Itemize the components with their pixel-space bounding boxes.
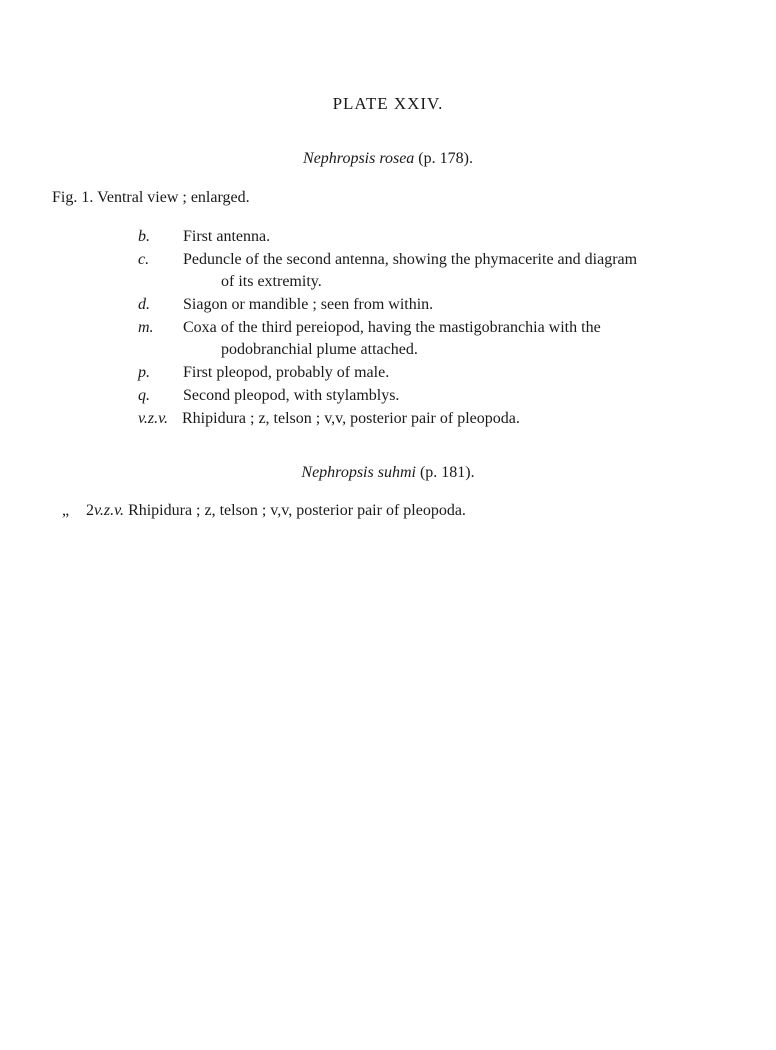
figure-1-caption	[52, 189, 250, 207]
legend-label: m.	[138, 319, 154, 336]
species-name: Nephropsis suhmi	[301, 464, 416, 481]
legend-text-line1: Peduncle of the second antenna, showing the phymacerite and diagram	[183, 251, 638, 268]
figure-number: 2	[86, 502, 94, 519]
legend-entry	[138, 226, 718, 248]
legend-label: p.	[138, 364, 150, 381]
species-heading-suhmi	[0, 464, 776, 482]
legend-text-line2: podobranchial plume attached.	[221, 341, 418, 358]
figure-2-caption	[62, 502, 466, 520]
legend-text: Siagon or mandible ; seen from within.	[183, 296, 434, 313]
legend-entry	[138, 317, 718, 361]
legend-text	[183, 249, 718, 293]
ditto-mark: „	[62, 502, 70, 519]
legend-entry	[138, 408, 718, 430]
page-reference: (p. 181).	[419, 464, 475, 481]
plate-title: PLATE XXIV.	[332, 94, 444, 113]
legend-label: d.	[138, 296, 150, 313]
legend-label: q.	[138, 387, 150, 404]
species-heading-rosea	[0, 150, 776, 168]
figure-legend-list	[138, 226, 718, 431]
figure-label: v.z.v.	[94, 502, 125, 519]
legend-text-line2: of its extremity.	[221, 273, 322, 290]
figure-number: Fig. 1.	[52, 189, 94, 206]
legend-entry	[138, 385, 718, 407]
legend-text: First pleopod, probably of male.	[183, 364, 390, 381]
figure-description: Ventral view ; enlarged.	[97, 189, 250, 206]
legend-text	[183, 317, 718, 361]
legend-entry	[138, 362, 718, 384]
legend-text-line1: Coxa of the third pereiopod, having the mastigobranchia with the	[183, 319, 601, 336]
legend-entry	[138, 294, 718, 316]
figure-description: Rhipidura ; z, telson ; v,v, posterior pair of pleopoda.	[128, 502, 466, 519]
page-reference: (p. 178).	[418, 150, 473, 167]
legend-label: v.z.v.	[138, 410, 169, 427]
legend-entry	[138, 249, 718, 293]
legend-text: First antenna.	[183, 228, 271, 245]
species-name: Nephropsis rosea	[303, 150, 415, 167]
legend-label: b.	[138, 228, 150, 245]
legend-text: Second pleopod, with stylamblys.	[183, 387, 400, 404]
legend-text: Rhipidura ; z, telson ; v,v, posterior pair of pleopoda.	[182, 410, 520, 427]
legend-label: c.	[138, 251, 150, 268]
